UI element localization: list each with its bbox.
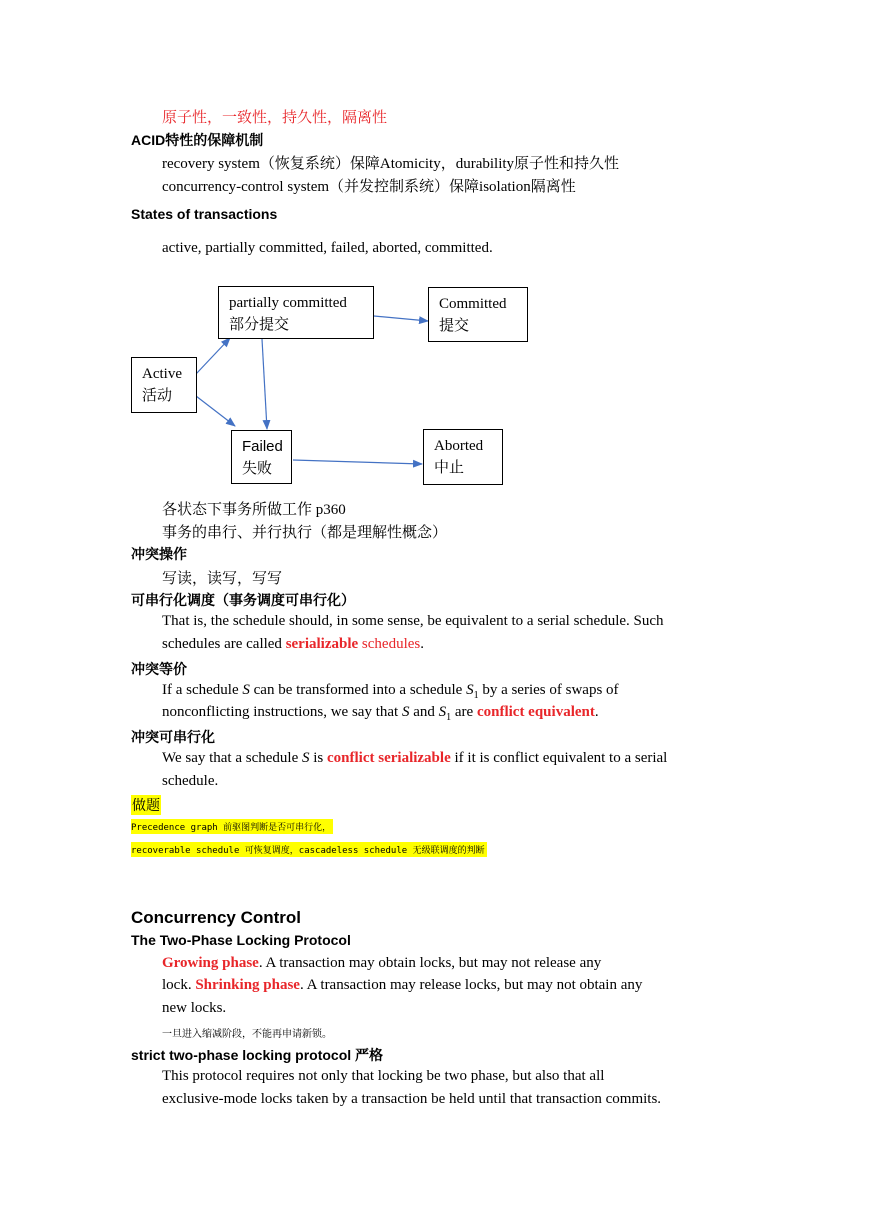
state-active-zh: 活动 (142, 388, 173, 404)
var-s1: S (438, 704, 447, 720)
conflict-serializable-line2: schedule. (162, 773, 219, 789)
text-span: can be transformed into a schedule (249, 682, 467, 698)
serial-parallel-note: 事务的串行、并行执行（都是理解性概念） (162, 525, 448, 541)
subscript: 1 (446, 712, 452, 723)
state-work-note: 各状态下事务所做工作 p360 (162, 502, 346, 518)
conflict-serializable-heading: 冲突可串行化 (131, 729, 215, 745)
conflict-ops-heading: 冲突操作 (131, 546, 187, 562)
text-span: if it is conflict equivalent to a serial (450, 750, 668, 766)
keyword-conflict-serializable: conflict serializable (327, 750, 451, 766)
recovery-system-line: recovery system（恢复系统）保障Atomicity，durability原子性和持久性 (162, 156, 620, 172)
arrow-active-to-partial (196, 338, 230, 374)
subscript: 1 (473, 690, 479, 701)
acid-properties-line: 原子性，一致性，持久性，隔离性 (162, 110, 388, 126)
exercise-line2: recoverable schedule 可恢复调度，cascadeless schedule 无级联调度的判断 (131, 842, 487, 857)
state-committed-zh: 提交 (439, 318, 470, 334)
keyword-growing-phase: Growing phase (162, 955, 259, 971)
text-span: lock. (162, 977, 196, 993)
var-s: S (302, 750, 310, 766)
arrow-failed-to-aborted (293, 460, 422, 464)
state-committed (428, 287, 528, 342)
states-list: active, partially committed, failed, aborted, committed. (162, 240, 493, 256)
two-phase-heading: The Two-Phase Locking Protocol (131, 932, 351, 948)
text-span: If a schedule (162, 682, 243, 698)
keyword-conflict-equivalent: conflict equivalent (476, 704, 595, 720)
state-failed (231, 430, 292, 484)
conflict-serializable-line1 (162, 750, 667, 767)
conflict-ops-text: 写读，读写，写写 (162, 571, 283, 587)
text-span: . (420, 636, 424, 652)
text-span: . A transaction may release locks, but may not obtain any (299, 977, 643, 993)
state-aborted-en: Aborted (434, 438, 484, 454)
strict-2pl-line1: This protocol requires not only that locking be two phase, but also that all (162, 1068, 605, 1084)
state-active-en: Active (142, 366, 182, 382)
text-span: We say that a schedule (162, 750, 302, 766)
text-span: are (451, 704, 477, 720)
serializable-line1: That is, the schedule should, in some sense, be equivalent to a serial schedule. Such (162, 613, 664, 629)
section-title-concurrency-control: Concurrency Control (131, 908, 302, 927)
strict-2pl-line2: exclusive-mode locks taken by a transaction be held until that transaction commits. (162, 1091, 662, 1107)
exercise-line1: Precedence graph 前驱图判断是否可串行化， (131, 819, 333, 834)
text-span: . (594, 704, 599, 720)
arrow-partial-to-failed (262, 339, 267, 429)
keyword-schedules: schedules (358, 636, 421, 652)
growing-phase-line (162, 955, 601, 972)
new-locks-line: new locks. (162, 1000, 227, 1016)
var-s1: S (466, 682, 474, 698)
arrow-active-to-failed (196, 396, 235, 426)
serializable-line2 (162, 636, 424, 653)
text-span: is (309, 750, 328, 766)
state-partially-committed-en: partially committed (229, 295, 347, 311)
state-failed-zh: 失败 (242, 460, 273, 477)
state-failed-en: Failed (242, 438, 283, 455)
conflict-equivalent-heading: 冲突等价 (131, 661, 187, 677)
state-committed-en: Committed (439, 296, 507, 312)
keyword-shrinking-phase: Shrinking phase (195, 977, 300, 993)
concurrency-control-line: concurrency-control system（并发控制系统）保障isolation隔离性 (162, 179, 576, 195)
state-aborted-zh: 中止 (434, 460, 465, 476)
text-span: nonconflicting instructions, we say that (162, 704, 402, 720)
keyword-serializable: serializable (285, 636, 359, 652)
exercise-heading: 做题 (132, 797, 160, 813)
arrow-partial-to-committed (374, 316, 428, 321)
text-span: . A transaction may obtain locks, but may not release any (258, 955, 602, 971)
state-active (131, 357, 197, 413)
var-s: S (242, 682, 250, 698)
shrinking-phase-line (162, 977, 642, 994)
conflict-equivalent-line1 (162, 682, 619, 701)
serializable-heading: 可串行化调度（事务调度可串行化） (131, 592, 355, 608)
shrinking-note: 一旦进入缩减阶段，不能再申请新锁。 (162, 1029, 332, 1040)
acid-heading: ACID特性的保障机制 (131, 132, 264, 148)
text-span: schedules are called (162, 636, 286, 652)
var-s: S (401, 704, 410, 720)
state-partially-committed (218, 286, 374, 339)
conflict-equivalent-line2 (162, 704, 599, 723)
text-span: by a series of swaps of (478, 682, 619, 698)
states-heading: States of transactions (131, 206, 278, 222)
state-partially-committed-zh: 部分提交 (229, 317, 290, 333)
state-aborted (423, 429, 503, 485)
strict-2pl-heading: strict two-phase locking protocol 严格 (131, 1047, 384, 1063)
text-span: and (409, 704, 439, 720)
